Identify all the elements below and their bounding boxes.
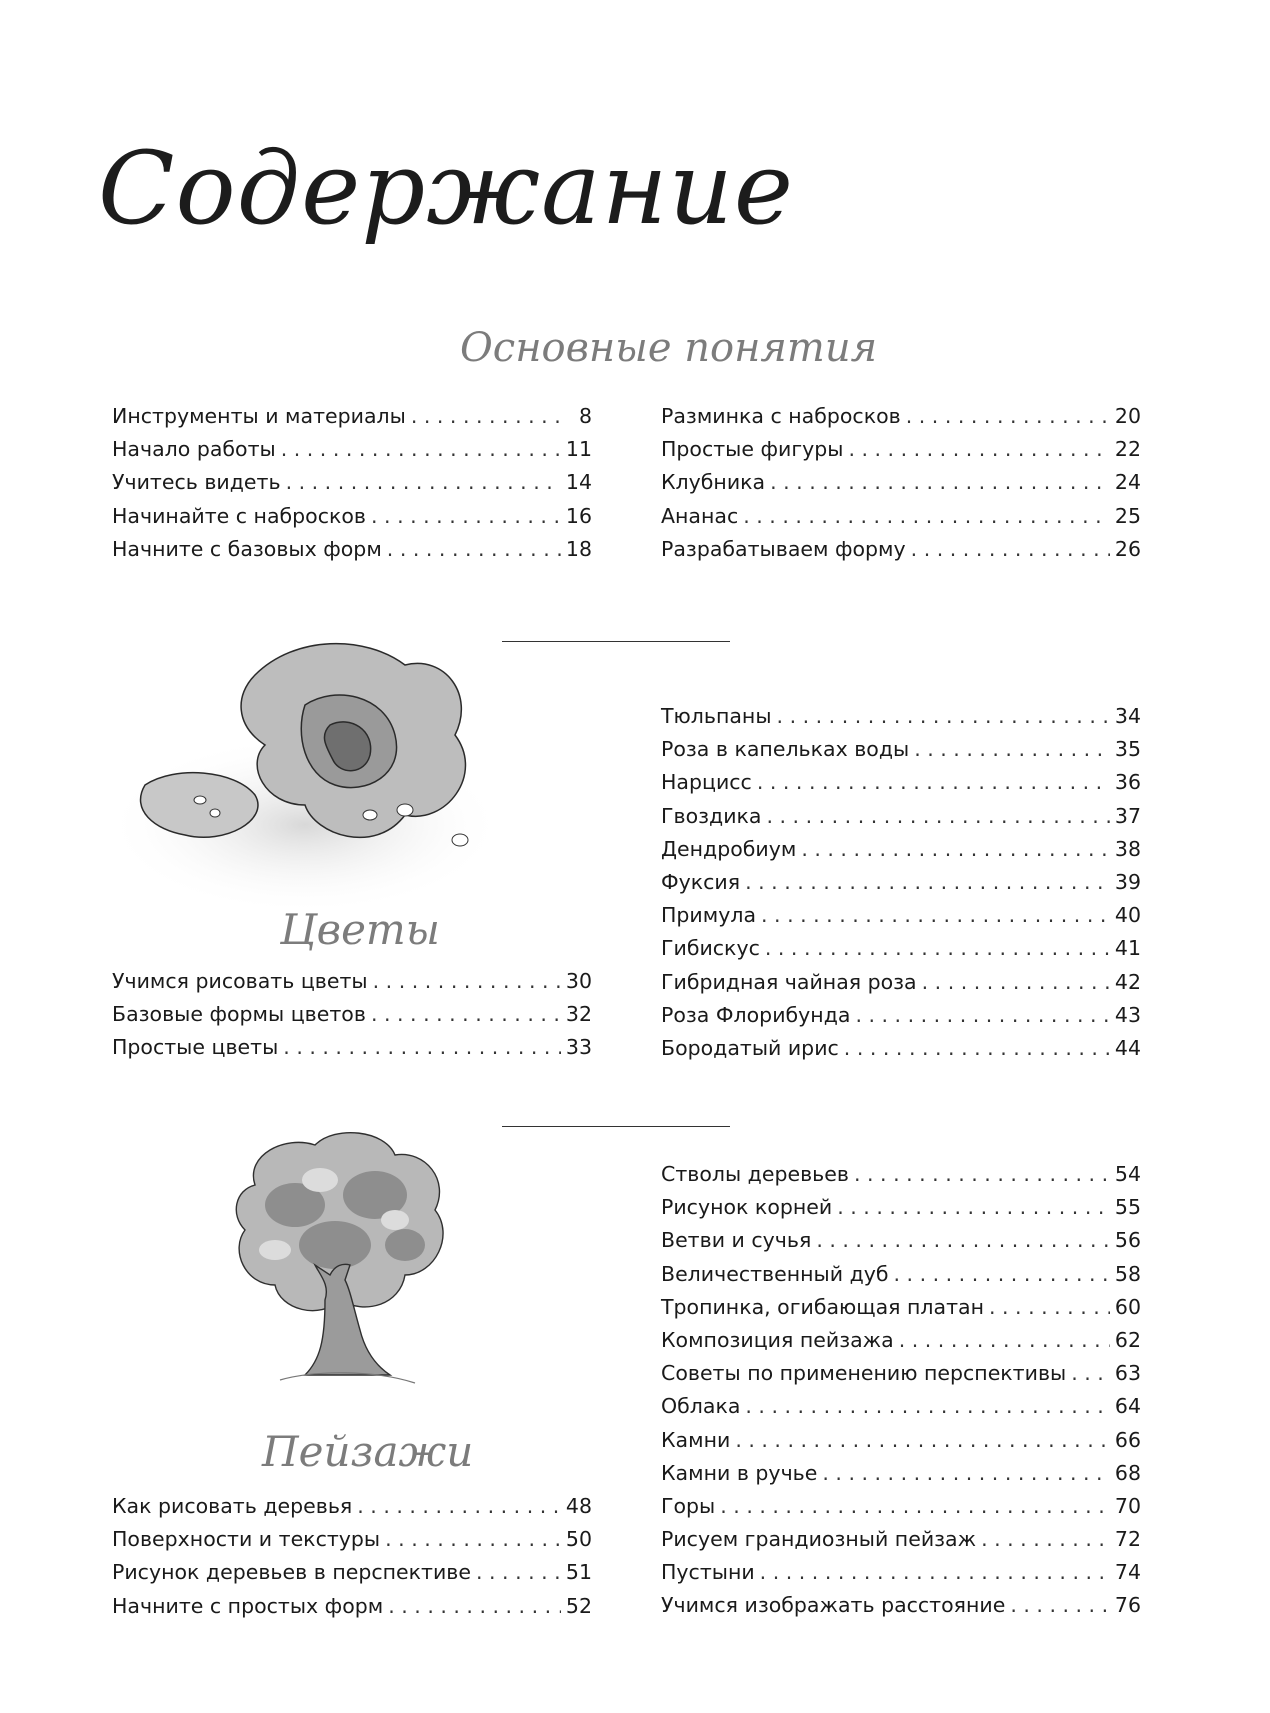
toc-entry-page: 22 [1114,437,1141,462]
toc-entry [112,1527,592,1560]
toc-entry [661,1527,1141,1560]
dot-leader [816,1228,1110,1252]
toc-entry-title: Рисуем грандиозный пейзаж [661,1527,977,1552]
toc-entry [661,537,1141,570]
toc-entry-title: Ветви и сучья [661,1228,812,1253]
toc-entry [661,1461,1141,1494]
toc-entry-title: Учитесь видеть [112,470,281,495]
toc-entry [661,1195,1141,1228]
toc-entry [112,1035,592,1068]
toc-entry-title: Инструменты и материалы [112,404,406,428]
toc-entry [661,1036,1141,1069]
dot-leader [286,470,561,494]
toc-entry [661,936,1141,969]
toc-entry-page: 41 [1114,936,1141,961]
toc-entry-title: Пустыни [661,1560,755,1585]
toc-entry-title: Облака [661,1394,741,1419]
toc-entry-page: 52 [565,1593,592,1618]
toc-entry-page: 55 [1114,1195,1141,1220]
section-title-flowers: Цветы [280,905,440,954]
dot-leader [371,504,561,528]
dot-leader [476,1560,561,1584]
toc-entry-page: 33 [565,1035,592,1060]
toc-entry [661,1494,1141,1527]
toc-entry-page: 43 [1114,1002,1141,1027]
dot-leader [373,969,561,993]
rose-sketch-icon [105,635,575,935]
dot-leader [765,936,1110,960]
toc-entry [661,1361,1141,1394]
toc-entry [661,837,1141,870]
toc-entry-title: Поверхности и текстуры [112,1527,381,1552]
dot-leader [761,903,1110,927]
toc-landscapes-right [661,1162,1141,1627]
toc-entry-title: Простые фигуры [661,437,844,462]
dot-leader [911,537,1110,561]
toc-entry [661,1228,1141,1261]
toc-entry [661,1262,1141,1295]
toc-entry-title: Рисунок корней [661,1195,833,1220]
toc-entry [112,404,592,437]
dot-leader [822,1461,1110,1485]
toc-entry [661,737,1141,770]
toc-entry [661,1394,1141,1427]
toc-basics-right [661,404,1141,570]
toc-entry-page: 14 [565,470,592,495]
toc-entry [112,470,592,503]
toc-entry-page: 66 [1114,1427,1141,1452]
toc-entry [112,437,592,470]
toc-entry-title: Разрабатываем форму [661,536,906,561]
toc-entry-page: 30 [565,969,592,993]
toc-entry-title: Базовые формы цветов [112,1002,366,1027]
dot-leader [844,1036,1110,1060]
toc-entry [661,1593,1141,1626]
toc-entry-title: Примула [661,903,757,928]
toc-entry [661,1295,1141,1328]
toc-entry [112,1560,592,1593]
toc-entry-title: Простые цветы [112,1035,279,1060]
toc-entry-page: 24 [1114,470,1141,495]
toc-entry-title: Учимся рисовать цветы [112,969,368,993]
dot-leader [720,1494,1110,1518]
toc-entry-title: Фуксия [661,869,741,894]
toc-entry-page: 60 [1114,1294,1141,1319]
dot-leader [854,1162,1110,1186]
dot-leader [777,704,1110,728]
toc-entry-page: 68 [1114,1460,1141,1485]
toc-entry-page: 18 [565,536,592,561]
tree-sketch-icon [225,1125,455,1425]
toc-entry [112,1594,592,1627]
toc-entry [661,1560,1141,1593]
dot-leader [745,870,1110,894]
toc-entry-title: Дендробиум [661,836,797,861]
toc-entry [112,537,592,570]
toc-entry [661,770,1141,803]
toc-entry-title: Композиция пейзажа [661,1327,894,1352]
toc-entry [661,870,1141,903]
dot-leader [760,1560,1110,1584]
toc-entry-page: 74 [1114,1560,1141,1585]
toc-entry-title: Учимся изображать расстояние [661,1593,1006,1618]
toc-entry [661,1162,1141,1195]
toc-entry-title: Начало работы [112,437,276,462]
toc-entry-page: 62 [1114,1327,1141,1352]
toc-entry [661,903,1141,936]
toc-entry-page: 76 [1114,1593,1141,1618]
dot-leader [387,537,561,561]
toc-entry-title: Тропинка, огибающая платан [661,1294,984,1319]
toc-entry [661,1328,1141,1361]
toc-entry-title: Советы по применению перспективы [661,1361,1067,1386]
dot-leader [848,437,1109,461]
toc-entry-page: 20 [1114,404,1141,428]
toc-entry-page: 50 [565,1527,592,1552]
toc-entry-page: 8 [578,404,592,428]
dot-leader [371,1002,561,1026]
toc-entry-title: Роза Флорибунда [661,1002,851,1027]
page-title: Содержание [98,130,795,247]
toc-basics-left [112,404,592,570]
dot-leader [388,1594,561,1618]
toc-flowers-left [112,969,592,1069]
toc-entry-title: Бородатый ирис [661,1035,839,1060]
toc-entry-title: Роза в капельках воды [661,737,910,762]
toc-entry-page: 58 [1114,1261,1141,1286]
dot-leader [766,804,1109,828]
dot-leader [757,770,1110,794]
toc-entry-title: Рисунок деревьев в перспективе [112,1560,471,1585]
toc-entry-page: 16 [565,503,592,528]
toc-entry-title: Начните с базовых форм [112,536,382,561]
dot-leader [770,470,1110,494]
dot-leader [735,1428,1110,1452]
toc-entry-page: 34 [1114,704,1141,728]
dot-leader [906,404,1110,428]
toc-entry-page: 44 [1114,1035,1141,1060]
toc-entry-page: 39 [1114,869,1141,894]
toc-entry-page: 42 [1114,969,1141,994]
dot-leader [357,1494,561,1518]
toc-entry-page: 70 [1114,1493,1141,1518]
toc-entry-page: 25 [1114,503,1141,528]
toc-entry [661,1003,1141,1036]
toc-entry [112,1494,592,1527]
dot-leader [914,737,1110,761]
toc-entry-title: Гвоздика [661,803,762,828]
toc-entry-page: 56 [1114,1228,1141,1253]
toc-entry [661,470,1141,503]
dot-leader [801,837,1110,861]
toc-entry-title: Величественный дуб [661,1261,889,1286]
toc-entry-title: Камни [661,1427,731,1452]
section-divider [502,1126,730,1127]
toc-entry-page: 37 [1114,803,1141,828]
toc-flowers-right [661,704,1141,1069]
toc-entry-title: Нарцисс [661,770,752,795]
toc-entry [661,437,1141,470]
dot-leader [989,1295,1110,1319]
toc-landscapes-left [112,1494,592,1627]
dot-leader [385,1527,561,1551]
toc-entry-title: Тюльпаны [661,704,772,728]
toc-entry [112,1002,592,1035]
toc-entry-title: Как рисовать деревья [112,1494,353,1518]
toc-entry-title: Начните с простых форм [112,1593,384,1618]
toc-entry-page: 51 [565,1560,592,1585]
toc-entry-page: 35 [1114,737,1141,762]
toc-entry [661,804,1141,837]
toc-entry-page: 64 [1114,1394,1141,1419]
dot-leader [281,437,561,461]
toc-entry [661,970,1141,1003]
toc-entry-page: 38 [1114,836,1141,861]
toc-entry-title: Начинайте с набросков [112,503,366,528]
dot-leader [1010,1593,1110,1617]
toc-entry-title: Горы [661,1493,716,1518]
toc-entry-page: 26 [1114,536,1141,561]
dot-leader [894,1262,1110,1286]
dot-leader [1071,1361,1110,1385]
toc-entry [112,504,592,537]
toc-entry-title: Разминка с набросков [661,404,901,428]
toc-entry [661,504,1141,537]
toc-entry-title: Клубника [661,470,766,495]
dot-leader [283,1035,561,1059]
toc-entry-page: 54 [1114,1162,1141,1186]
toc-entry [661,1428,1141,1461]
toc-entry-page: 11 [565,437,592,462]
toc-entry-page: 40 [1114,903,1141,928]
toc-entry-title: Ананас [661,503,739,528]
toc-entry-title: Стволы деревьев [661,1162,849,1186]
toc-entry-page: 63 [1114,1361,1141,1386]
toc-entry-title: Камни в ручье [661,1460,818,1485]
toc-entry-page: 36 [1114,770,1141,795]
toc-entry-title: Гибридная чайная роза [661,969,917,994]
toc-entry [661,704,1141,737]
dot-leader [855,1003,1109,1027]
toc-entry-page: 32 [565,1002,592,1027]
dot-leader [922,970,1110,994]
toc-entry [661,404,1141,437]
section-title-landscapes: Пейзажи [262,1427,474,1476]
dot-leader [411,404,561,428]
dot-leader [981,1527,1110,1551]
toc-entry [112,969,592,1002]
dot-leader [899,1328,1110,1352]
section-title-basics: Основные понятия [460,325,878,371]
dot-leader [743,504,1110,528]
dot-leader [745,1394,1110,1418]
toc-entry-page: 48 [565,1494,592,1518]
toc-entry-page: 72 [1114,1527,1141,1552]
dot-leader [837,1195,1110,1219]
toc-entry-title: Гибискус [661,936,760,961]
